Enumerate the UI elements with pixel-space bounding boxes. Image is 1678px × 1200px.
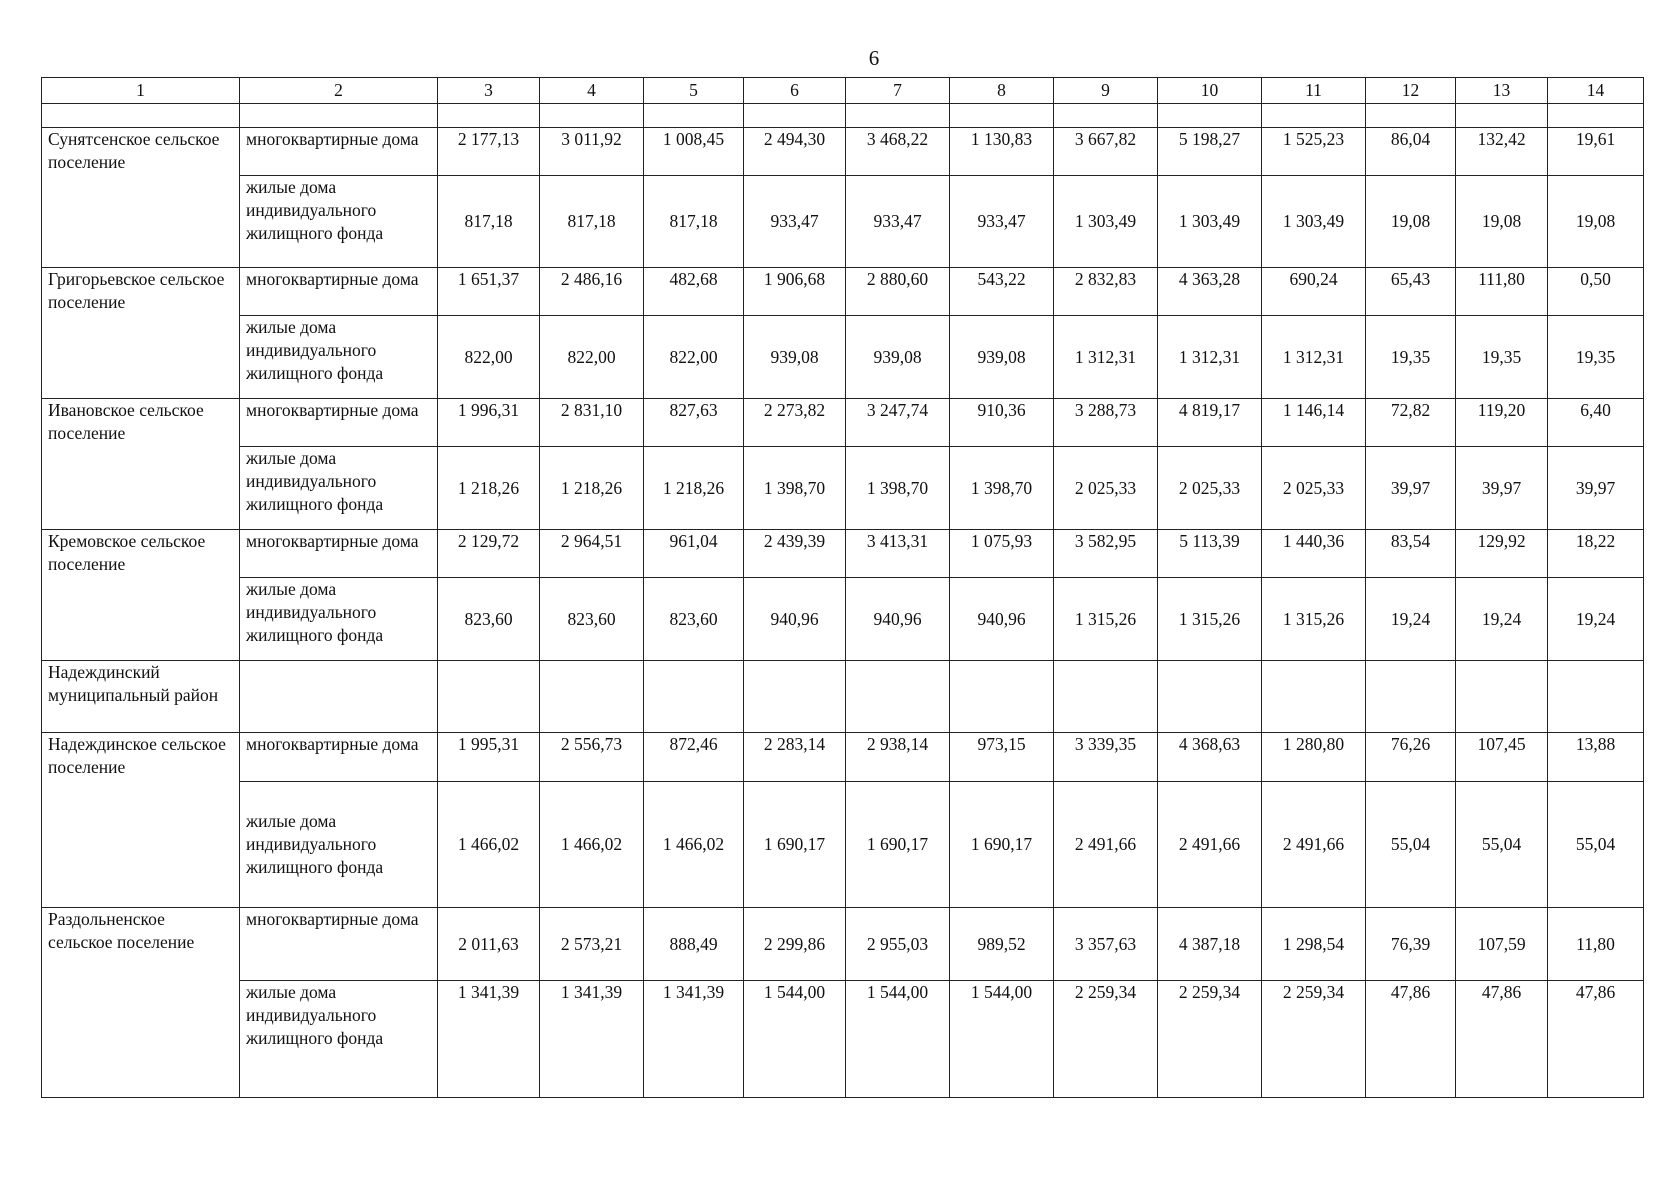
value-cell: 1 303,49 [1158, 176, 1262, 268]
value-cell: 2 439,39 [744, 530, 846, 578]
value-cell: 933,47 [744, 176, 846, 268]
value-cell: 76,26 [1366, 733, 1456, 782]
value-cell: 2 025,33 [1158, 447, 1262, 530]
value-cell: 3 247,74 [846, 399, 950, 447]
value-cell: 989,52 [950, 908, 1054, 981]
value-cell: 2 025,33 [1054, 447, 1158, 530]
value-cell: 2 259,34 [1262, 981, 1366, 1098]
table-row [42, 447, 1644, 530]
table-cell [540, 104, 644, 128]
value-cell: 2 491,66 [1262, 782, 1366, 908]
settlement-name: Надеждинское сельское поселение [42, 733, 240, 908]
value-cell: 129,92 [1456, 530, 1548, 578]
settlement-name: Раздольненское сельское поселение [42, 908, 240, 1098]
value-cell: 65,43 [1366, 268, 1456, 316]
value-cell: 4 819,17 [1158, 399, 1262, 447]
table-row [42, 981, 1644, 1098]
district-row [42, 661, 1644, 733]
value-cell: 933,47 [950, 176, 1054, 268]
value-cell: 3 667,82 [1054, 128, 1158, 176]
settlement-name: Григорьевское сельское поселение [42, 268, 240, 399]
column-header: 3 [438, 78, 540, 104]
value-cell: 86,04 [1366, 128, 1456, 176]
value-cell: 2 955,03 [846, 908, 950, 981]
column-header: 7 [846, 78, 950, 104]
value-cell: 940,96 [846, 578, 950, 661]
value-cell: 4 363,28 [1158, 268, 1262, 316]
value-cell: 888,49 [644, 908, 744, 981]
table-row [42, 733, 1644, 782]
value-cell: 1 466,02 [438, 782, 540, 908]
table-row [42, 530, 1644, 578]
value-cell: 482,68 [644, 268, 744, 316]
table-cell [438, 661, 540, 733]
value-cell: 817,18 [438, 176, 540, 268]
value-cell: 1 341,39 [438, 981, 540, 1098]
value-cell: 823,60 [438, 578, 540, 661]
value-cell: 83,54 [1366, 530, 1456, 578]
value-cell: 1 312,31 [1054, 316, 1158, 399]
value-cell: 1 440,36 [1262, 530, 1366, 578]
value-cell: 1 690,17 [744, 782, 846, 908]
value-cell: 11,80 [1548, 908, 1644, 981]
table-cell [644, 661, 744, 733]
table-row [42, 316, 1644, 399]
value-cell: 1 298,54 [1262, 908, 1366, 981]
table-cell [644, 104, 744, 128]
value-cell: 2 491,66 [1054, 782, 1158, 908]
value-cell: 3 011,92 [540, 128, 644, 176]
value-cell: 2 880,60 [846, 268, 950, 316]
value-cell: 910,36 [950, 399, 1054, 447]
blank-row [42, 104, 1644, 128]
table-cell [42, 104, 240, 128]
value-cell: 4 368,63 [1158, 733, 1262, 782]
header-row [42, 78, 1644, 104]
value-cell: 19,24 [1366, 578, 1456, 661]
value-cell: 47,86 [1548, 981, 1644, 1098]
value-cell: 1 398,70 [950, 447, 1054, 530]
value-cell: 2 491,66 [1158, 782, 1262, 908]
housing-type: жилые дома индивидуального жилищного фонда [240, 316, 438, 399]
value-cell: 1 906,68 [744, 268, 846, 316]
value-cell: 822,00 [644, 316, 744, 399]
table-cell [1548, 661, 1644, 733]
district-name: Надеждинский муниципальный район [42, 661, 240, 733]
column-header: 10 [1158, 78, 1262, 104]
value-cell: 1 130,83 [950, 128, 1054, 176]
value-cell: 3 357,63 [1054, 908, 1158, 981]
housing-type: жилые дома индивидуального жилищного фонда [240, 578, 438, 661]
table-cell [950, 661, 1054, 733]
value-cell: 1 218,26 [540, 447, 644, 530]
table-cell [1456, 104, 1548, 128]
column-header: 4 [540, 78, 644, 104]
column-header: 13 [1456, 78, 1548, 104]
column-header: 14 [1548, 78, 1644, 104]
value-cell: 132,42 [1456, 128, 1548, 176]
value-cell: 2 011,63 [438, 908, 540, 981]
value-cell: 111,80 [1456, 268, 1548, 316]
table-cell [846, 661, 950, 733]
table-cell [744, 661, 846, 733]
table-cell [1158, 661, 1262, 733]
value-cell: 4 387,18 [1158, 908, 1262, 981]
value-cell: 0,50 [1548, 268, 1644, 316]
value-cell: 872,46 [644, 733, 744, 782]
value-cell: 1 315,26 [1262, 578, 1366, 661]
value-cell: 55,04 [1366, 782, 1456, 908]
value-cell: 2 259,34 [1158, 981, 1262, 1098]
value-cell: 822,00 [540, 316, 644, 399]
housing-type: жилые дома индивидуального жилищного фонда [240, 447, 438, 530]
table-cell [240, 104, 438, 128]
column-header: 8 [950, 78, 1054, 104]
housing-type: многоквартирные дома [240, 733, 438, 782]
value-cell: 19,35 [1548, 316, 1644, 399]
table-row [42, 399, 1644, 447]
value-cell: 2 832,83 [1054, 268, 1158, 316]
value-cell: 2 299,86 [744, 908, 846, 981]
value-cell: 2 486,16 [540, 268, 644, 316]
value-cell: 19,24 [1456, 578, 1548, 661]
value-cell: 939,08 [950, 316, 1054, 399]
table-cell [1366, 104, 1456, 128]
value-cell: 39,97 [1456, 447, 1548, 530]
value-cell: 933,47 [846, 176, 950, 268]
value-cell: 827,63 [644, 399, 744, 447]
table-cell [950, 104, 1054, 128]
value-cell: 1 690,17 [846, 782, 950, 908]
value-cell: 2 129,72 [438, 530, 540, 578]
value-cell: 1 398,70 [846, 447, 950, 530]
value-cell: 940,96 [950, 578, 1054, 661]
value-cell: 107,45 [1456, 733, 1548, 782]
housing-type: многоквартирные дома [240, 908, 438, 981]
value-cell: 1 315,26 [1054, 578, 1158, 661]
value-cell: 18,22 [1548, 530, 1644, 578]
value-cell: 47,86 [1456, 981, 1548, 1098]
value-cell: 973,15 [950, 733, 1054, 782]
value-cell: 19,08 [1548, 176, 1644, 268]
value-cell: 1 525,23 [1262, 128, 1366, 176]
table-row [42, 176, 1644, 268]
value-cell: 47,86 [1366, 981, 1456, 1098]
value-cell: 1 651,37 [438, 268, 540, 316]
table-body [42, 78, 1644, 1098]
table-row [42, 908, 1644, 981]
value-cell: 76,39 [1366, 908, 1456, 981]
table-cell [1548, 104, 1644, 128]
table-cell [1158, 104, 1262, 128]
value-cell: 2 283,14 [744, 733, 846, 782]
value-cell: 19,35 [1456, 316, 1548, 399]
value-cell: 1 690,17 [950, 782, 1054, 908]
value-cell: 19,08 [1456, 176, 1548, 268]
housing-type: жилые дома индивидуального жилищного фонда [240, 176, 438, 268]
table-cell [1262, 104, 1366, 128]
value-cell: 2 494,30 [744, 128, 846, 176]
value-cell: 13,88 [1548, 733, 1644, 782]
table-row [42, 782, 1644, 908]
value-cell: 823,60 [540, 578, 644, 661]
column-header: 12 [1366, 78, 1456, 104]
table-cell [1456, 661, 1548, 733]
value-cell: 39,97 [1548, 447, 1644, 530]
value-cell: 6,40 [1548, 399, 1644, 447]
value-cell: 19,35 [1366, 316, 1456, 399]
table-cell [1366, 661, 1456, 733]
value-cell: 2 964,51 [540, 530, 644, 578]
column-header: 6 [744, 78, 846, 104]
table-row [42, 128, 1644, 176]
table-cell [240, 661, 438, 733]
value-cell: 1 341,39 [644, 981, 744, 1098]
value-cell: 817,18 [540, 176, 644, 268]
value-cell: 961,04 [644, 530, 744, 578]
settlement-name: Кремовское сельское поселение [42, 530, 240, 661]
value-cell: 2 556,73 [540, 733, 644, 782]
page-number: 6 [868, 46, 880, 70]
value-cell: 5 113,39 [1158, 530, 1262, 578]
value-cell: 3 339,35 [1054, 733, 1158, 782]
value-cell: 1 218,26 [438, 447, 540, 530]
value-cell: 2 259,34 [1054, 981, 1158, 1098]
table-cell [1262, 661, 1366, 733]
value-cell: 1 218,26 [644, 447, 744, 530]
value-cell: 19,61 [1548, 128, 1644, 176]
value-cell: 823,60 [644, 578, 744, 661]
value-cell: 822,00 [438, 316, 540, 399]
column-header: 5 [644, 78, 744, 104]
housing-type: многоквартирные дома [240, 268, 438, 316]
value-cell: 1 146,14 [1262, 399, 1366, 447]
value-cell: 1 008,45 [644, 128, 744, 176]
table-cell [540, 661, 644, 733]
value-cell: 5 198,27 [1158, 128, 1262, 176]
value-cell: 1 341,39 [540, 981, 644, 1098]
housing-type: многоквартирные дома [240, 128, 438, 176]
table-cell [1054, 104, 1158, 128]
value-cell: 1 315,26 [1158, 578, 1262, 661]
value-cell: 1 312,31 [1158, 316, 1262, 399]
value-cell: 1 303,49 [1054, 176, 1158, 268]
value-cell: 2 573,21 [540, 908, 644, 981]
value-cell: 1 312,31 [1262, 316, 1366, 399]
value-cell: 1 466,02 [540, 782, 644, 908]
value-cell: 2 938,14 [846, 733, 950, 782]
value-cell: 55,04 [1456, 782, 1548, 908]
value-cell: 2 831,10 [540, 399, 644, 447]
value-cell: 940,96 [744, 578, 846, 661]
value-cell: 1 280,80 [1262, 733, 1366, 782]
value-cell: 19,24 [1548, 578, 1644, 661]
column-header: 2 [240, 78, 438, 104]
settlement-name: Ивановское сельское поселение [42, 399, 240, 530]
value-cell: 1 544,00 [950, 981, 1054, 1098]
value-cell: 1 303,49 [1262, 176, 1366, 268]
table-row [42, 578, 1644, 661]
value-cell: 2 273,82 [744, 399, 846, 447]
table-cell [438, 104, 540, 128]
value-cell: 1 466,02 [644, 782, 744, 908]
value-cell: 939,08 [846, 316, 950, 399]
housing-type: жилые дома индивидуального жилищного фонда [240, 782, 438, 908]
column-header: 9 [1054, 78, 1158, 104]
housing-type: жилые дома индивидуального жилищного фонда [240, 981, 438, 1098]
value-cell: 939,08 [744, 316, 846, 399]
value-cell: 39,97 [1366, 447, 1456, 530]
value-cell: 72,82 [1366, 399, 1456, 447]
table-cell [1054, 661, 1158, 733]
table-row [42, 268, 1644, 316]
value-cell: 690,24 [1262, 268, 1366, 316]
housing-type: многоквартирные дома [240, 530, 438, 578]
value-cell: 1 544,00 [846, 981, 950, 1098]
tariff-table [41, 77, 1644, 1098]
value-cell: 1 398,70 [744, 447, 846, 530]
column-header: 1 [42, 78, 240, 104]
value-cell: 3 413,31 [846, 530, 950, 578]
value-cell: 543,22 [950, 268, 1054, 316]
value-cell: 55,04 [1548, 782, 1644, 908]
value-cell: 119,20 [1456, 399, 1548, 447]
value-cell: 107,59 [1456, 908, 1548, 981]
value-cell: 3 582,95 [1054, 530, 1158, 578]
value-cell: 1 996,31 [438, 399, 540, 447]
settlement-name: Сунятсенское сельское поселение [42, 128, 240, 268]
value-cell: 3 468,22 [846, 128, 950, 176]
value-cell: 1 995,31 [438, 733, 540, 782]
value-cell: 19,08 [1366, 176, 1456, 268]
value-cell: 817,18 [644, 176, 744, 268]
value-cell: 3 288,73 [1054, 399, 1158, 447]
value-cell: 2 025,33 [1262, 447, 1366, 530]
value-cell: 1 544,00 [744, 981, 846, 1098]
value-cell: 2 177,13 [438, 128, 540, 176]
column-header: 11 [1262, 78, 1366, 104]
housing-type: многоквартирные дома [240, 399, 438, 447]
value-cell: 1 075,93 [950, 530, 1054, 578]
table-cell [744, 104, 846, 128]
table-cell [846, 104, 950, 128]
